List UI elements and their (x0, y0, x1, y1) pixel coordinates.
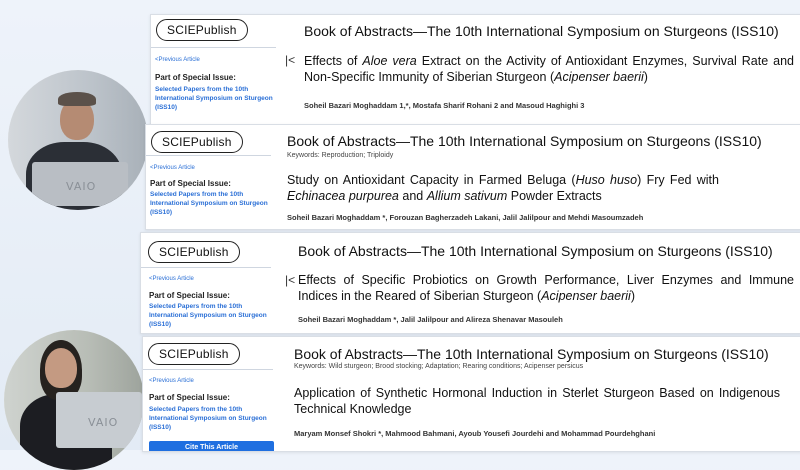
scie-publish-logo[interactable]: SCIEPublish (151, 131, 243, 153)
presenter-hair (58, 92, 96, 106)
article-title[interactable]: Study on Antioxidant Capacity in Farmed Beluga (Huso huso) Fry Fed with Echinacea purpurea and Allium sativum Powder Extracts (287, 173, 719, 203)
article-authors: Maryam Monsef Shokri *, Mahmood Bahmani, Ayoub Yousefi Jourdehi and Mohammad Pourdehghani (294, 429, 656, 438)
article-authors: Soheil Bazari Moghaddam *, Jalil Jalilpour and Alireza Shenavar Masouleh (298, 315, 563, 324)
keywords-line: Keywords: Reproduction; Triploidy (287, 152, 394, 159)
article-title[interactable]: Application of Synthetic Hormonal Induction in Sterlet Sturgeon Based on Indigenous Technical Knowledge (294, 386, 780, 416)
previous-article-link[interactable]: <Previous Article (150, 165, 195, 171)
article-authors: Soheil Bazari Moghaddam 1,*, Mostafa Sharif Rohani 2 and Masoud Haghighi 3 (304, 101, 585, 110)
special-issue-link[interactable]: Selected Papers from the 10th International Symposium on Sturgeon (ISS10) (149, 303, 267, 328)
previous-article-link[interactable]: <Previous Article (155, 57, 200, 63)
divider (141, 267, 271, 268)
special-issue-link[interactable]: Selected Papers from the 10th International Symposium on Sturgeon (ISS10) (155, 86, 273, 111)
special-issue-link[interactable]: Selected Papers from the 10th International Symposium on Sturgeon (ISS10) (149, 406, 267, 431)
scie-publish-logo[interactable]: SCIEPublish (148, 343, 240, 365)
article-title[interactable]: Effects of Aloe vera Extract on the Activity of Antioxidant Enzymes, Survival Rate and Non-Specific Immunity of Siberian Sturgeon (Acipenser baerii) (304, 54, 794, 84)
special-issue-label: Part of Special Issue: (155, 73, 236, 82)
collapse-sidebar-button[interactable]: |< (285, 273, 296, 287)
previous-article-link[interactable]: <Previous Article (149, 276, 194, 282)
webcam-presenter-2 (4, 330, 144, 470)
special-issue-link[interactable]: Selected Papers from the 10th International Symposium on Sturgeon (ISS10) (150, 191, 268, 216)
article-title[interactable]: Effects of Specific Probiotics on Growth Performance, Liver Enzymes and Immune Indices in the Reared of Siberian Sturgeon (Acipenser baerii) (298, 273, 794, 303)
page-header: Book of Abstracts—The 10th International Symposium on Sturgeons (ISS10) (298, 243, 773, 259)
article-card-2 (145, 124, 800, 230)
webcam-presenter-1 (8, 70, 148, 210)
scie-publish-logo[interactable]: SCIEPublish (156, 19, 248, 41)
special-issue-label: Part of Special Issue: (150, 179, 231, 188)
presenter-head (45, 348, 77, 388)
article-card-1 (150, 14, 800, 128)
page-header: Book of Abstracts—The 10th International Symposium on Sturgeons (ISS10) (287, 133, 762, 149)
special-issue-label: Part of Special Issue: (149, 393, 230, 402)
divider (151, 47, 276, 48)
article-card-3 (140, 232, 800, 334)
divider (143, 369, 273, 370)
cite-article-button[interactable]: Cite This Article (149, 441, 274, 452)
special-issue-label: Part of Special Issue: (149, 291, 230, 300)
laptop-logo: VAIO (66, 180, 97, 193)
article-card-4 (142, 336, 800, 452)
page-header: Book of Abstracts—The 10th International Symposium on Sturgeons (ISS10) (304, 23, 779, 39)
collapse-sidebar-button[interactable]: |< (285, 53, 296, 67)
laptop-logo: VAIO (88, 416, 119, 429)
scie-publish-logo[interactable]: SCIEPublish (148, 241, 240, 263)
previous-article-link[interactable]: <Previous Article (149, 378, 194, 384)
keywords-line: Keywords: Wild sturgeon; Brood stocking; Adaptation; Rearing conditions; Acipenser persicus (294, 363, 584, 370)
divider (146, 155, 271, 156)
article-authors: Soheil Bazari Moghaddam *, Forouzan Bagherzadeh Lakani, Jalil Jalilpour and Mehdi Masoumzadeh (287, 213, 644, 222)
page-header: Book of Abstracts—The 10th International Symposium on Sturgeons (ISS10) (294, 346, 769, 362)
